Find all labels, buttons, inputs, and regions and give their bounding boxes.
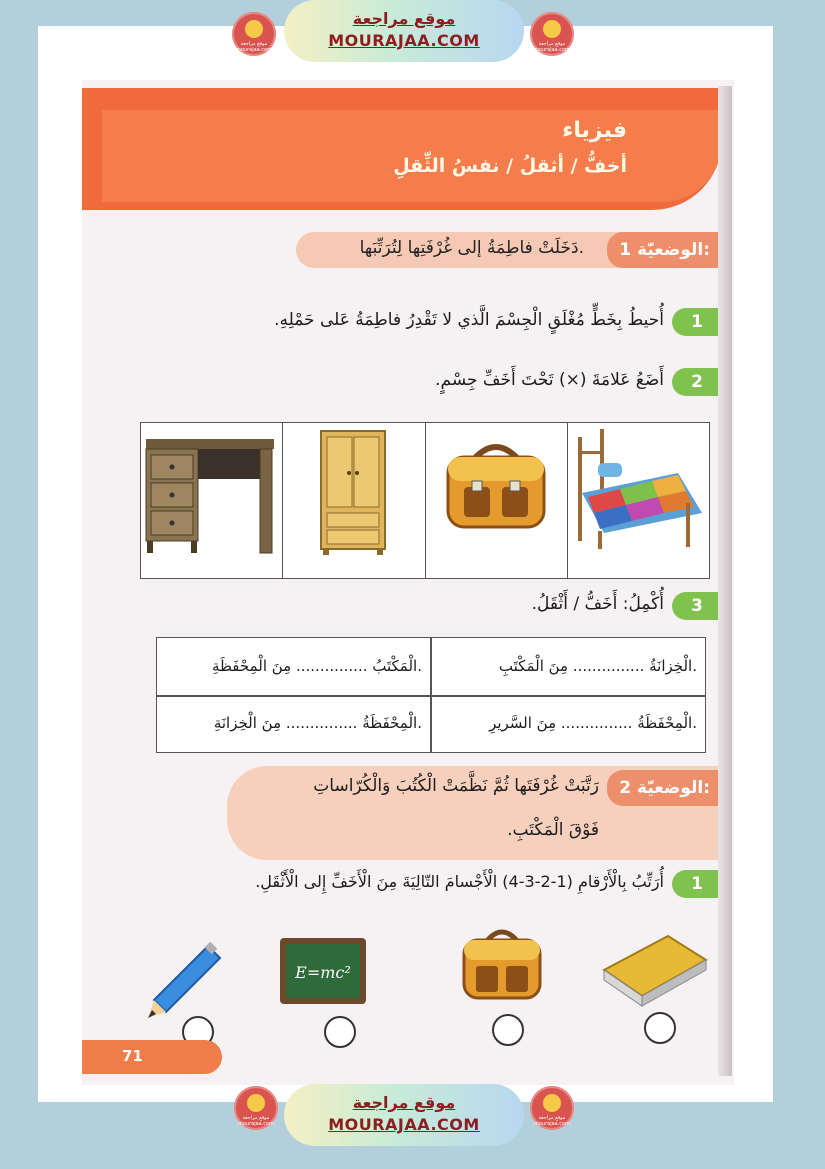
chalkboard-text: E=mc² bbox=[295, 963, 351, 982]
situation-1-text: دَخَلَتْ فاطِمَةُ إلى غُرْفَتِها لِتُرَتِّبَها. bbox=[359, 238, 584, 258]
wardrobe-icon bbox=[283, 423, 423, 573]
question-2-number: 2 bbox=[672, 368, 722, 396]
cell-schoolbag[interactable] bbox=[425, 423, 567, 578]
situation-2-line1: رَتَّبَتْ غُرْفَتَها ثُمَّ نَظَّمَتْ الْكُتُبَ وَالْكُرّاساتِ bbox=[313, 776, 599, 796]
cell-desk[interactable] bbox=[141, 423, 282, 578]
question-2-text: أَضَعُ عَلامَةَ (×) تَحْتَ أَخَفِّ جِسْمٍ. bbox=[435, 370, 664, 390]
pencil-icon bbox=[144, 942, 224, 1022]
situation-2-bar bbox=[602, 770, 722, 806]
page-binding-edge bbox=[718, 86, 732, 1076]
question-4-text: أُرَتِّبُ بِالْأَرْقامِ (1-2-3-4) الْأَجْسامَ التّالِيَةَ مِنَ الْأَخَفِّ إِلى الْأَثْقَلِ. bbox=[255, 872, 664, 891]
site-logo-right-top: موقع مراجعة mourajaa.com bbox=[530, 12, 574, 56]
site-banner-bottom[interactable] bbox=[284, 1084, 524, 1146]
site-logo-left-bottom: موقع مراجعة mourajaa.com bbox=[234, 1086, 278, 1130]
table-cell[interactable]: الْمِحْفَظَةُ ............... مِنَ السَّريرِ. bbox=[489, 714, 697, 732]
question-3-text: أُكْمِلُ: أَخَفُّ / أَثْقَلُ. bbox=[531, 594, 664, 614]
objects-table bbox=[140, 422, 710, 579]
schoolbag-small-icon bbox=[452, 918, 552, 1008]
banner-arabic: موقع مراجعة bbox=[352, 9, 456, 28]
chalkboard-icon bbox=[278, 936, 368, 1006]
table-cell[interactable]: الْخِزانَةُ ............... مِنَ الْمَكْتَبِ. bbox=[498, 657, 697, 675]
question-3-number: 3 bbox=[672, 592, 722, 620]
question-1-text: أُحيطُ بِخَطٍّ مُغْلَقٍ الْجِسْمَ الَّذي لا تَقْدِرُ فاطِمَةُ عَلى حَمْلِهِ. bbox=[274, 310, 664, 330]
worksheet-page bbox=[82, 80, 734, 1085]
book-icon bbox=[598, 930, 710, 1010]
question-4-number: 1 bbox=[672, 870, 722, 898]
schoolbag-icon bbox=[426, 423, 566, 573]
site-logo-left-top: موقع مراجعة mourajaa.com bbox=[232, 12, 276, 56]
rank-circle-schoolbag[interactable] bbox=[492, 1014, 524, 1046]
banner-arabic: موقع مراجعة bbox=[352, 1093, 456, 1112]
site-logo-right-bottom: موقع مراجعة mourajaa.com bbox=[530, 1086, 574, 1130]
banner-english: MOURAJAA.COM bbox=[328, 1115, 480, 1134]
header-band bbox=[82, 88, 722, 210]
situation-2-line2: فَوْقَ الْمَكْتَبِ. bbox=[507, 820, 599, 840]
table-cell[interactable]: الْمِحْفَظَةُ ............... مِنَ الْخِزانَةِ. bbox=[213, 714, 422, 732]
cell-bed[interactable] bbox=[567, 423, 709, 578]
rank-circle-chalkboard[interactable] bbox=[324, 1016, 356, 1048]
situation-1-tag: الوضعيّة 1: bbox=[607, 232, 722, 268]
table-row bbox=[157, 638, 705, 695]
cell-wardrobe[interactable] bbox=[282, 423, 424, 578]
desk-icon bbox=[141, 423, 281, 573]
rank-circle-book[interactable] bbox=[644, 1012, 676, 1044]
situation-1-bar bbox=[296, 232, 722, 268]
question-1-number: 1 bbox=[672, 308, 722, 336]
table-cell[interactable]: الْمَكْتَبُ ............... مِنَ الْمِحْفَظَةِ. bbox=[211, 657, 422, 675]
situation-2-tag: الوضعيّة 2: bbox=[607, 770, 722, 806]
comparison-table bbox=[156, 637, 706, 753]
subject-title: فيزياء bbox=[562, 118, 627, 143]
page-number-bar bbox=[82, 1040, 222, 1074]
topic-title: أخفُّ / أثقلُ / نفسُ الثِّقلِ bbox=[393, 155, 627, 177]
site-banner-top[interactable] bbox=[284, 0, 524, 62]
table-row bbox=[157, 695, 705, 752]
page-number: 71 bbox=[122, 1047, 143, 1065]
bed-icon bbox=[568, 423, 708, 573]
banner-english: MOURAJAA.COM bbox=[328, 31, 480, 50]
